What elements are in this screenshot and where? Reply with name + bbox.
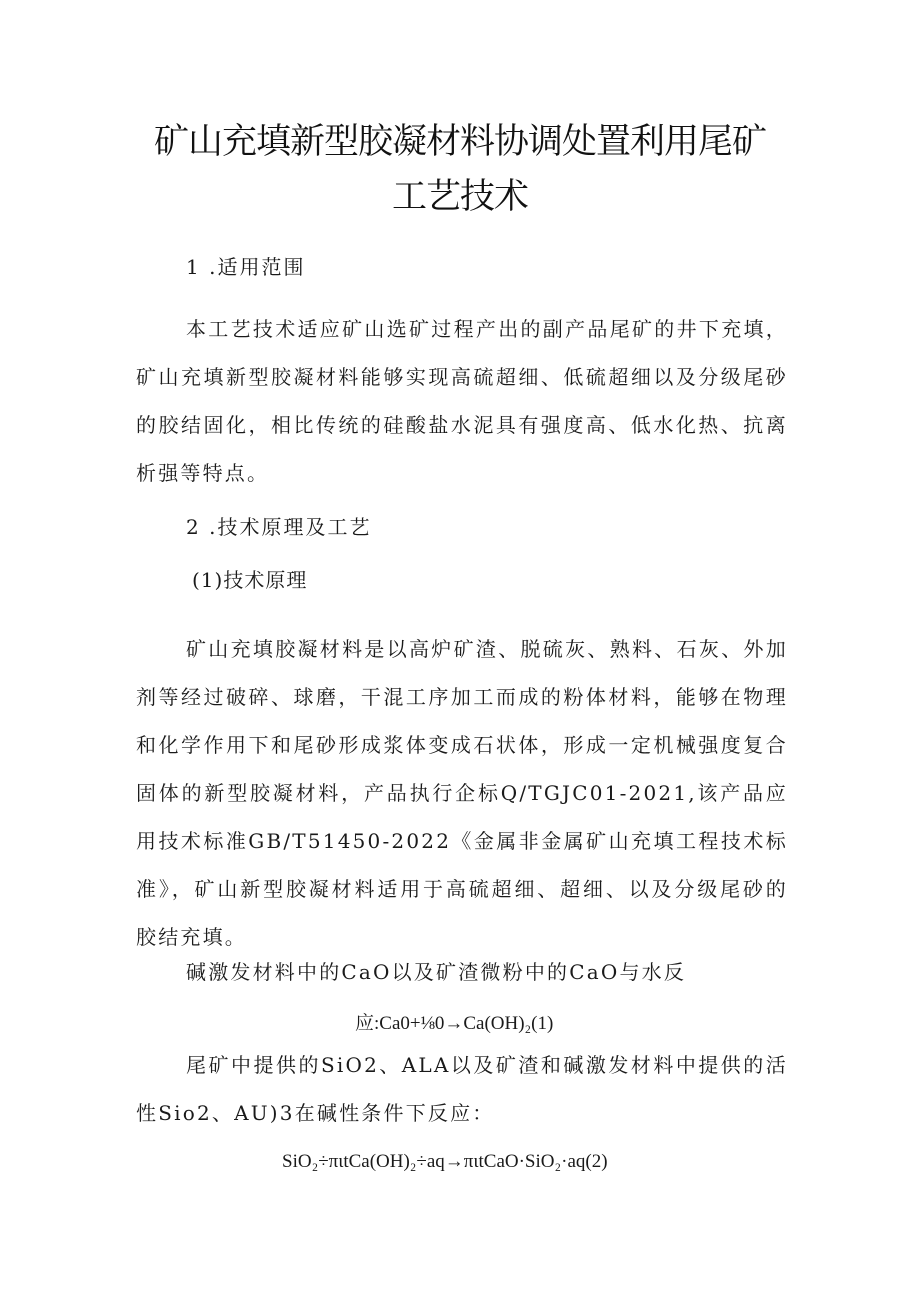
document-title-line2: 工艺技术 [391, 177, 528, 217]
document-title-line1: 矿山充填新型胶凝材料协调处置利用尾矿 [153, 122, 766, 162]
section1-heading: 1 .适用范围 [186, 255, 306, 279]
equation-2: SiO₂÷πιtCa(OH)₂÷aq→πιtCaO·SiO₂·aq(2) [282, 1151, 608, 1172]
reaction-paragraph-1: 碱激发材料中的CaO以及矿渣微粉中的CaO与水反 [186, 960, 687, 984]
reaction-paragraph-2: 尾矿中提供的SiO2、ALA以及矿渣和碱激发材料中提供的活性Sio2、AU)3在碱性条件下反应： [136, 1053, 788, 1125]
equation-1: 应:Ca0+⅛0→Ca(OH)₂(1) [355, 1013, 554, 1034]
subsection1-heading: (1)技术原理 [192, 568, 308, 592]
principle-paragraph: 矿山充填胶凝材料是以高炉矿渣、脱硫灰、熟料、石灰、外加剂等经过破碎、球磨，干混工序加工而成的粉体材料，能够在物理和化学作用下和尾砂形成浆体变成石状体，形成一定机械强度复合固体的新型胶凝材料，产品执行企标Q/TGJC01-2021,该产品应用技术标准GB/T51450-2022《金属非金属矿山充填工程技术标准》，矿山新型胶凝材料适用于高硫超细、超细、以及分级尾砂的胶结充填。 [136, 637, 788, 949]
section1-paragraph: 本工艺技术适应矿山选矿过程产出的副产品尾矿的井下充填，矿山充填新型胶凝材料能够实现高硫超细、低硫超细以及分级尾砂的胶结固化，相比传统的硅酸盐水泥具有强度高、低水化热、抗离析强等特点。 [136, 317, 788, 485]
section2-heading: 2 .技术原理及工艺 [186, 515, 372, 539]
